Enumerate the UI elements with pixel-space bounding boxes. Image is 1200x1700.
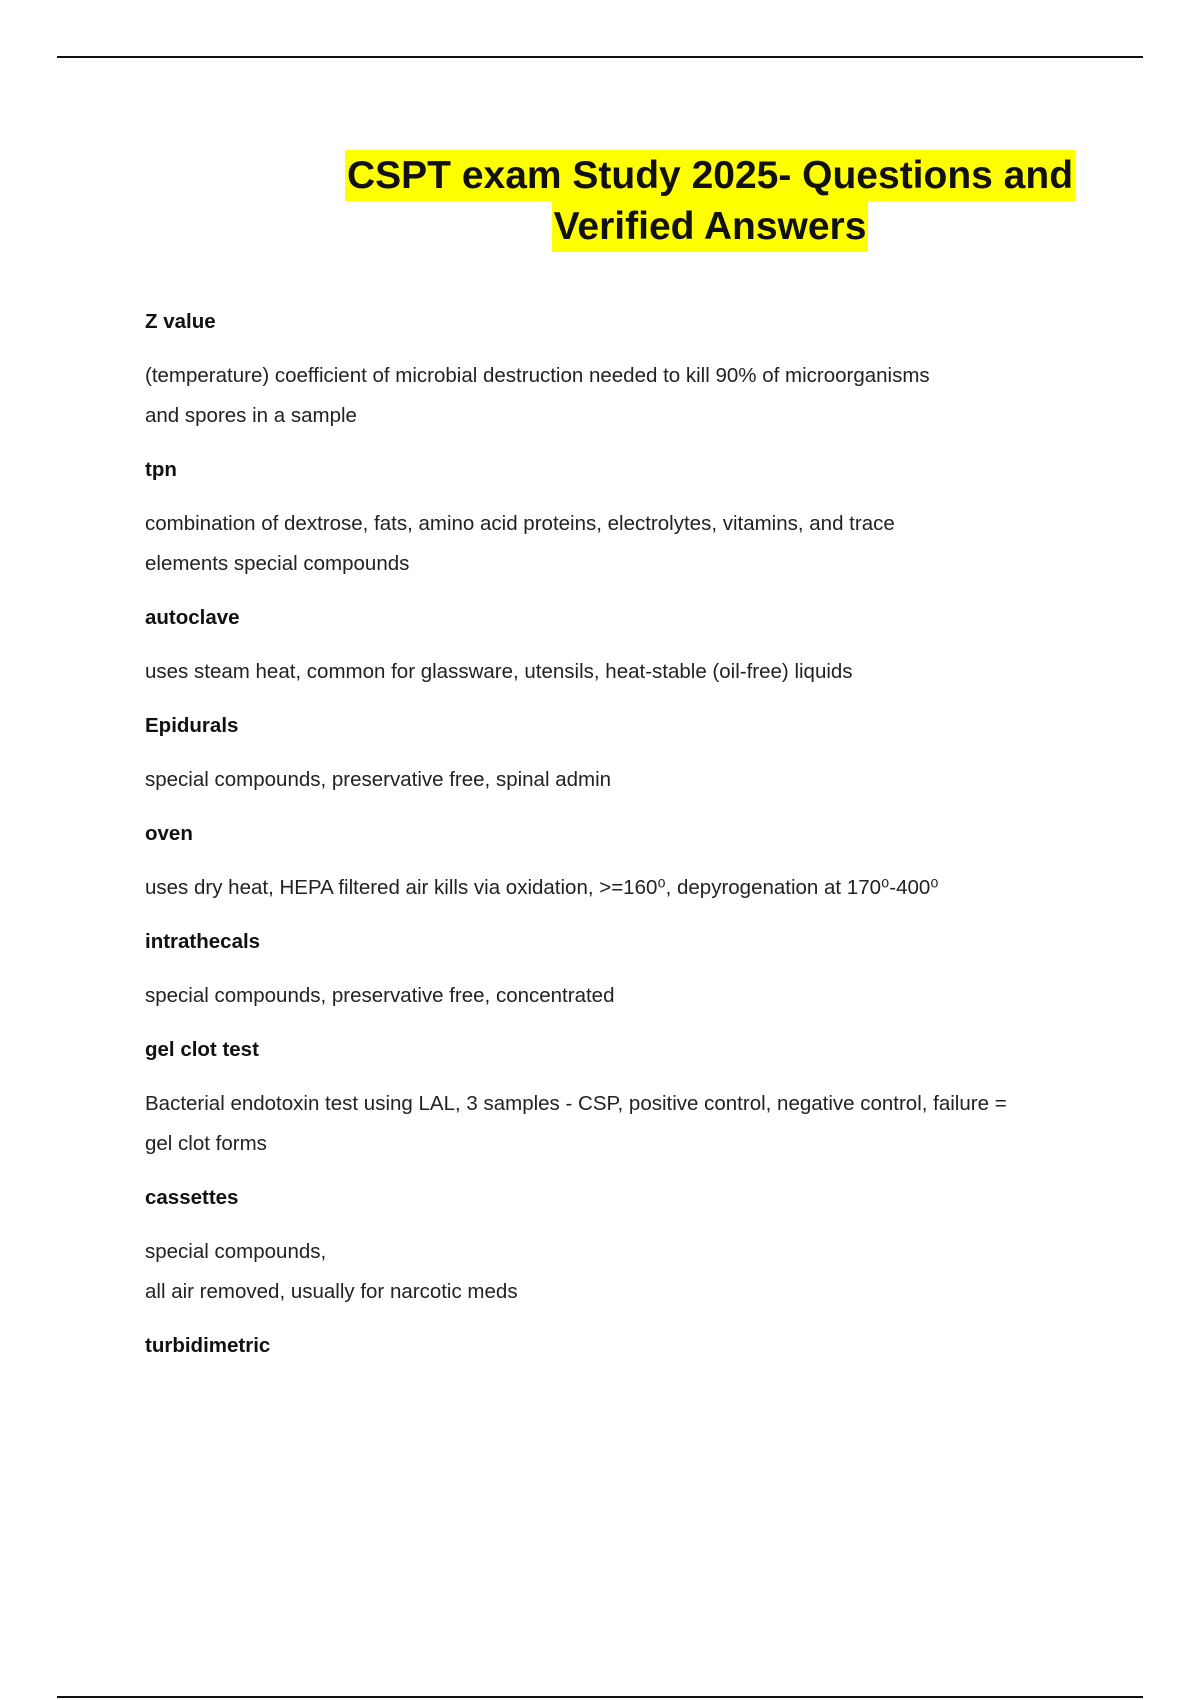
qa-item	[145, 456, 1095, 584]
answer-text	[145, 504, 1095, 584]
bottom-rule	[57, 1696, 1143, 1698]
qa-list	[145, 308, 1095, 1360]
answer-text	[145, 868, 1095, 908]
answer-line: all air removed, usually for narcotic meds	[145, 1280, 518, 1303]
document-title	[300, 150, 1120, 252]
answer-line: special compounds,	[145, 1240, 327, 1263]
answer-line: (temperature) coefficient of microbial destruction needed to kill 90% of microorganisms	[145, 364, 930, 387]
question-term: oven	[145, 822, 193, 845]
question-term: cassettes	[145, 1186, 239, 1209]
qa-item	[145, 820, 1095, 908]
answer-line: and spores in a sample	[145, 404, 357, 427]
qa-item	[145, 604, 1095, 692]
qa-item	[145, 1036, 1095, 1164]
answer-text	[145, 652, 1095, 692]
answer-line: combination of dextrose, fats, amino acid proteins, electrolytes, vitamins, and trace	[145, 512, 895, 535]
qa-item	[145, 928, 1095, 1016]
question-term: Z value	[145, 310, 216, 333]
qa-item	[145, 308, 1095, 436]
answer-line: Bacterial endotoxin test using LAL, 3 samples - CSP, positive control, negative control, failure =	[145, 1092, 1007, 1115]
answer-line: special compounds, preservative free, spinal admin	[145, 768, 612, 791]
top-rule	[57, 56, 1143, 58]
document-title-line-2: Verified Answers	[552, 201, 869, 252]
question-term: tpn	[145, 458, 177, 481]
qa-item	[145, 712, 1095, 800]
qa-item	[145, 1332, 1095, 1360]
answer-text	[145, 760, 1095, 800]
answer-text	[145, 1084, 1095, 1164]
qa-item	[145, 1184, 1095, 1312]
answer-line: elements special compounds	[145, 552, 410, 575]
answer-line: uses steam heat, common for glassware, utensils, heat-stable (oil-free) liquids	[145, 660, 853, 683]
document-title-line-1: CSPT exam Study 2025- Questions and	[345, 150, 1075, 201]
answer-line: special compounds, preservative free, concentrated	[145, 984, 615, 1007]
answer-text	[145, 356, 1095, 436]
question-term: gel clot test	[145, 1038, 259, 1061]
question-term: Epidurals	[145, 714, 239, 737]
question-term: autoclave	[145, 606, 240, 629]
question-term: turbidimetric	[145, 1334, 271, 1357]
answer-line: gel clot forms	[145, 1132, 267, 1155]
answer-text	[145, 1232, 1095, 1312]
answer-text	[145, 976, 1095, 1016]
question-term: intrathecals	[145, 930, 261, 953]
answer-line: uses dry heat, HEPA filtered air kills via oxidation, >=160⁰, depyrogenation at 170⁰-400⁰	[145, 876, 939, 899]
